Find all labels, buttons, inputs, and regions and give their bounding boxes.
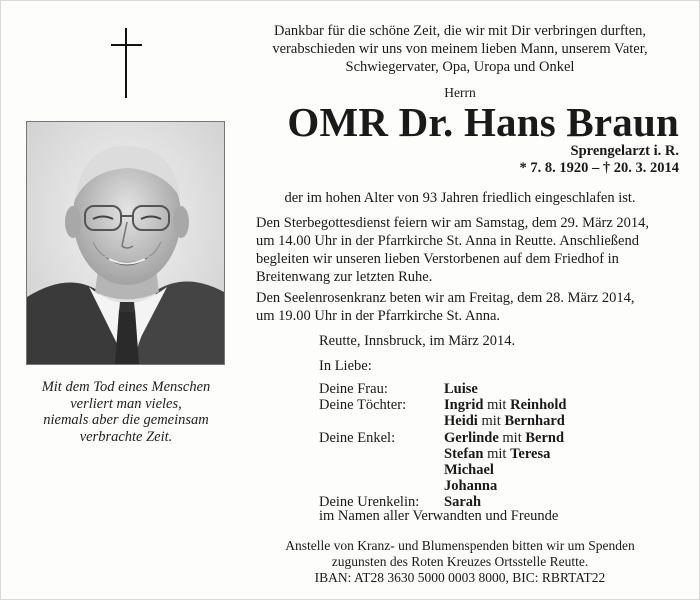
family-connector: mit bbox=[477, 413, 505, 430]
intro-line: Dankbar für die schöne Zeit, die wir mit Dir verbringen durften, bbox=[273, 23, 647, 39]
place-date-text: Reutte, Innsbruck, im März 2014. bbox=[319, 333, 516, 349]
quote-line: verliert man vieles, bbox=[70, 395, 182, 412]
closing-line: im Namen aller Verwandten und Freunde bbox=[319, 508, 559, 524]
family-connector: mit bbox=[483, 397, 511, 414]
quote-line: verbrachte Zeit. bbox=[79, 428, 173, 445]
donation-note bbox=[241, 538, 679, 586]
family-connector: mit bbox=[498, 429, 526, 446]
family-member-name: Gerlinde bbox=[444, 429, 499, 446]
in-love-text: In Liebe: bbox=[319, 358, 372, 374]
place-date bbox=[319, 332, 679, 350]
family-member-name: Bernd bbox=[525, 429, 565, 446]
family-member-name: Heidi bbox=[444, 413, 478, 430]
family-relation bbox=[319, 413, 444, 429]
intro-line: verabschieden wir uns von meinem lieben Mann, unserem Vater, bbox=[272, 41, 648, 57]
life-dates: * 7. 8. 1920 – † 20. 3. 2014 bbox=[519, 160, 679, 176]
family-row bbox=[319, 446, 567, 462]
rosary-paragraph bbox=[256, 289, 681, 325]
family-member-name: Johanna bbox=[444, 478, 498, 495]
family-names bbox=[444, 430, 564, 446]
family-names bbox=[444, 462, 494, 478]
family-member-name: Bernhard bbox=[504, 413, 565, 430]
salutation: Herrn bbox=[444, 85, 476, 100]
funeral-line: Breitenwang zur letzten Ruhe. bbox=[256, 269, 433, 285]
donation-line: Anstelle von Kranz- und Blumenspenden bitten wir um Spenden bbox=[285, 538, 635, 553]
family-row bbox=[319, 430, 567, 446]
deceased-name: OMR Dr. Hans Braun bbox=[287, 99, 679, 145]
family-row bbox=[319, 478, 567, 494]
intro-line: Schwiegervater, Opa, Uropa und Onkel bbox=[345, 59, 575, 75]
age-line bbox=[241, 189, 679, 207]
family-member-name: Ingrid bbox=[444, 397, 484, 414]
family-names bbox=[444, 478, 497, 494]
family-relation bbox=[319, 462, 444, 478]
family-relation bbox=[319, 478, 444, 494]
family-list bbox=[319, 381, 567, 511]
donation-line: IBAN: AT28 3630 5000 0003 8000, BIC: RBRTAT22 bbox=[314, 570, 606, 585]
portrait-photo bbox=[26, 121, 225, 365]
family-connector: mit bbox=[483, 445, 511, 462]
family-names bbox=[444, 397, 567, 413]
quote-line: Mit dem Tod eines Menschen bbox=[41, 379, 211, 395]
family-names bbox=[444, 446, 550, 462]
family-relation: Deine Enkel: bbox=[319, 429, 396, 446]
family-member-name: Sarah bbox=[444, 494, 482, 511]
family-member-name: Luise bbox=[444, 381, 478, 397]
family-relation: Deine Töchter: bbox=[319, 397, 407, 414]
family-member-name: Teresa bbox=[510, 445, 551, 462]
memorial-quote bbox=[21, 379, 231, 445]
family-member-name: Michael bbox=[444, 461, 494, 478]
donation-line: zugunsten des Roten Kreuzes Ortsstelle Reutte. bbox=[331, 554, 589, 569]
funeral-line: um 14.00 Uhr in der Pfarrkirche St. Anna in Reutte. Anschließend bbox=[256, 233, 639, 249]
age-text: der im hohen Alter von 93 Jahren friedlich eingeschlafen ist. bbox=[284, 190, 636, 206]
family-row bbox=[319, 462, 567, 478]
rosary-line: Den Seelenrosenkranz beten wir am Freitag, dem 28. März 2014, bbox=[256, 290, 635, 306]
family-row bbox=[319, 381, 567, 397]
rosary-line: um 19.00 Uhr in der Pfarrkirche St. Anna. bbox=[256, 308, 501, 324]
family-relation: Deine Frau: bbox=[319, 381, 388, 397]
family-relation: Deine Urenkelin: bbox=[319, 494, 420, 511]
deceased-details bbox=[241, 143, 679, 177]
family-row bbox=[319, 397, 567, 413]
family-names bbox=[444, 381, 478, 397]
quote-line: niemals aber die gemeinsam bbox=[43, 412, 209, 428]
family-relation bbox=[319, 446, 444, 462]
funeral-line: begleiten wir unseren lieben Verstorbenen auf dem Friedhof in bbox=[256, 251, 619, 267]
cross-icon bbox=[111, 28, 142, 98]
funeral-line: Den Sterbegottesdienst feiern wir am Samstag, dem 29. März 2014, bbox=[256, 215, 650, 231]
profession: Sprengelarzt i. R. bbox=[570, 143, 679, 159]
family-row bbox=[319, 413, 567, 429]
family-names bbox=[444, 413, 565, 429]
intro-text bbox=[241, 22, 679, 76]
in-love bbox=[319, 357, 519, 375]
funeral-paragraph bbox=[256, 214, 681, 286]
family-member-name: Reinhold bbox=[510, 397, 567, 414]
family-member-name: Stefan bbox=[444, 445, 484, 462]
